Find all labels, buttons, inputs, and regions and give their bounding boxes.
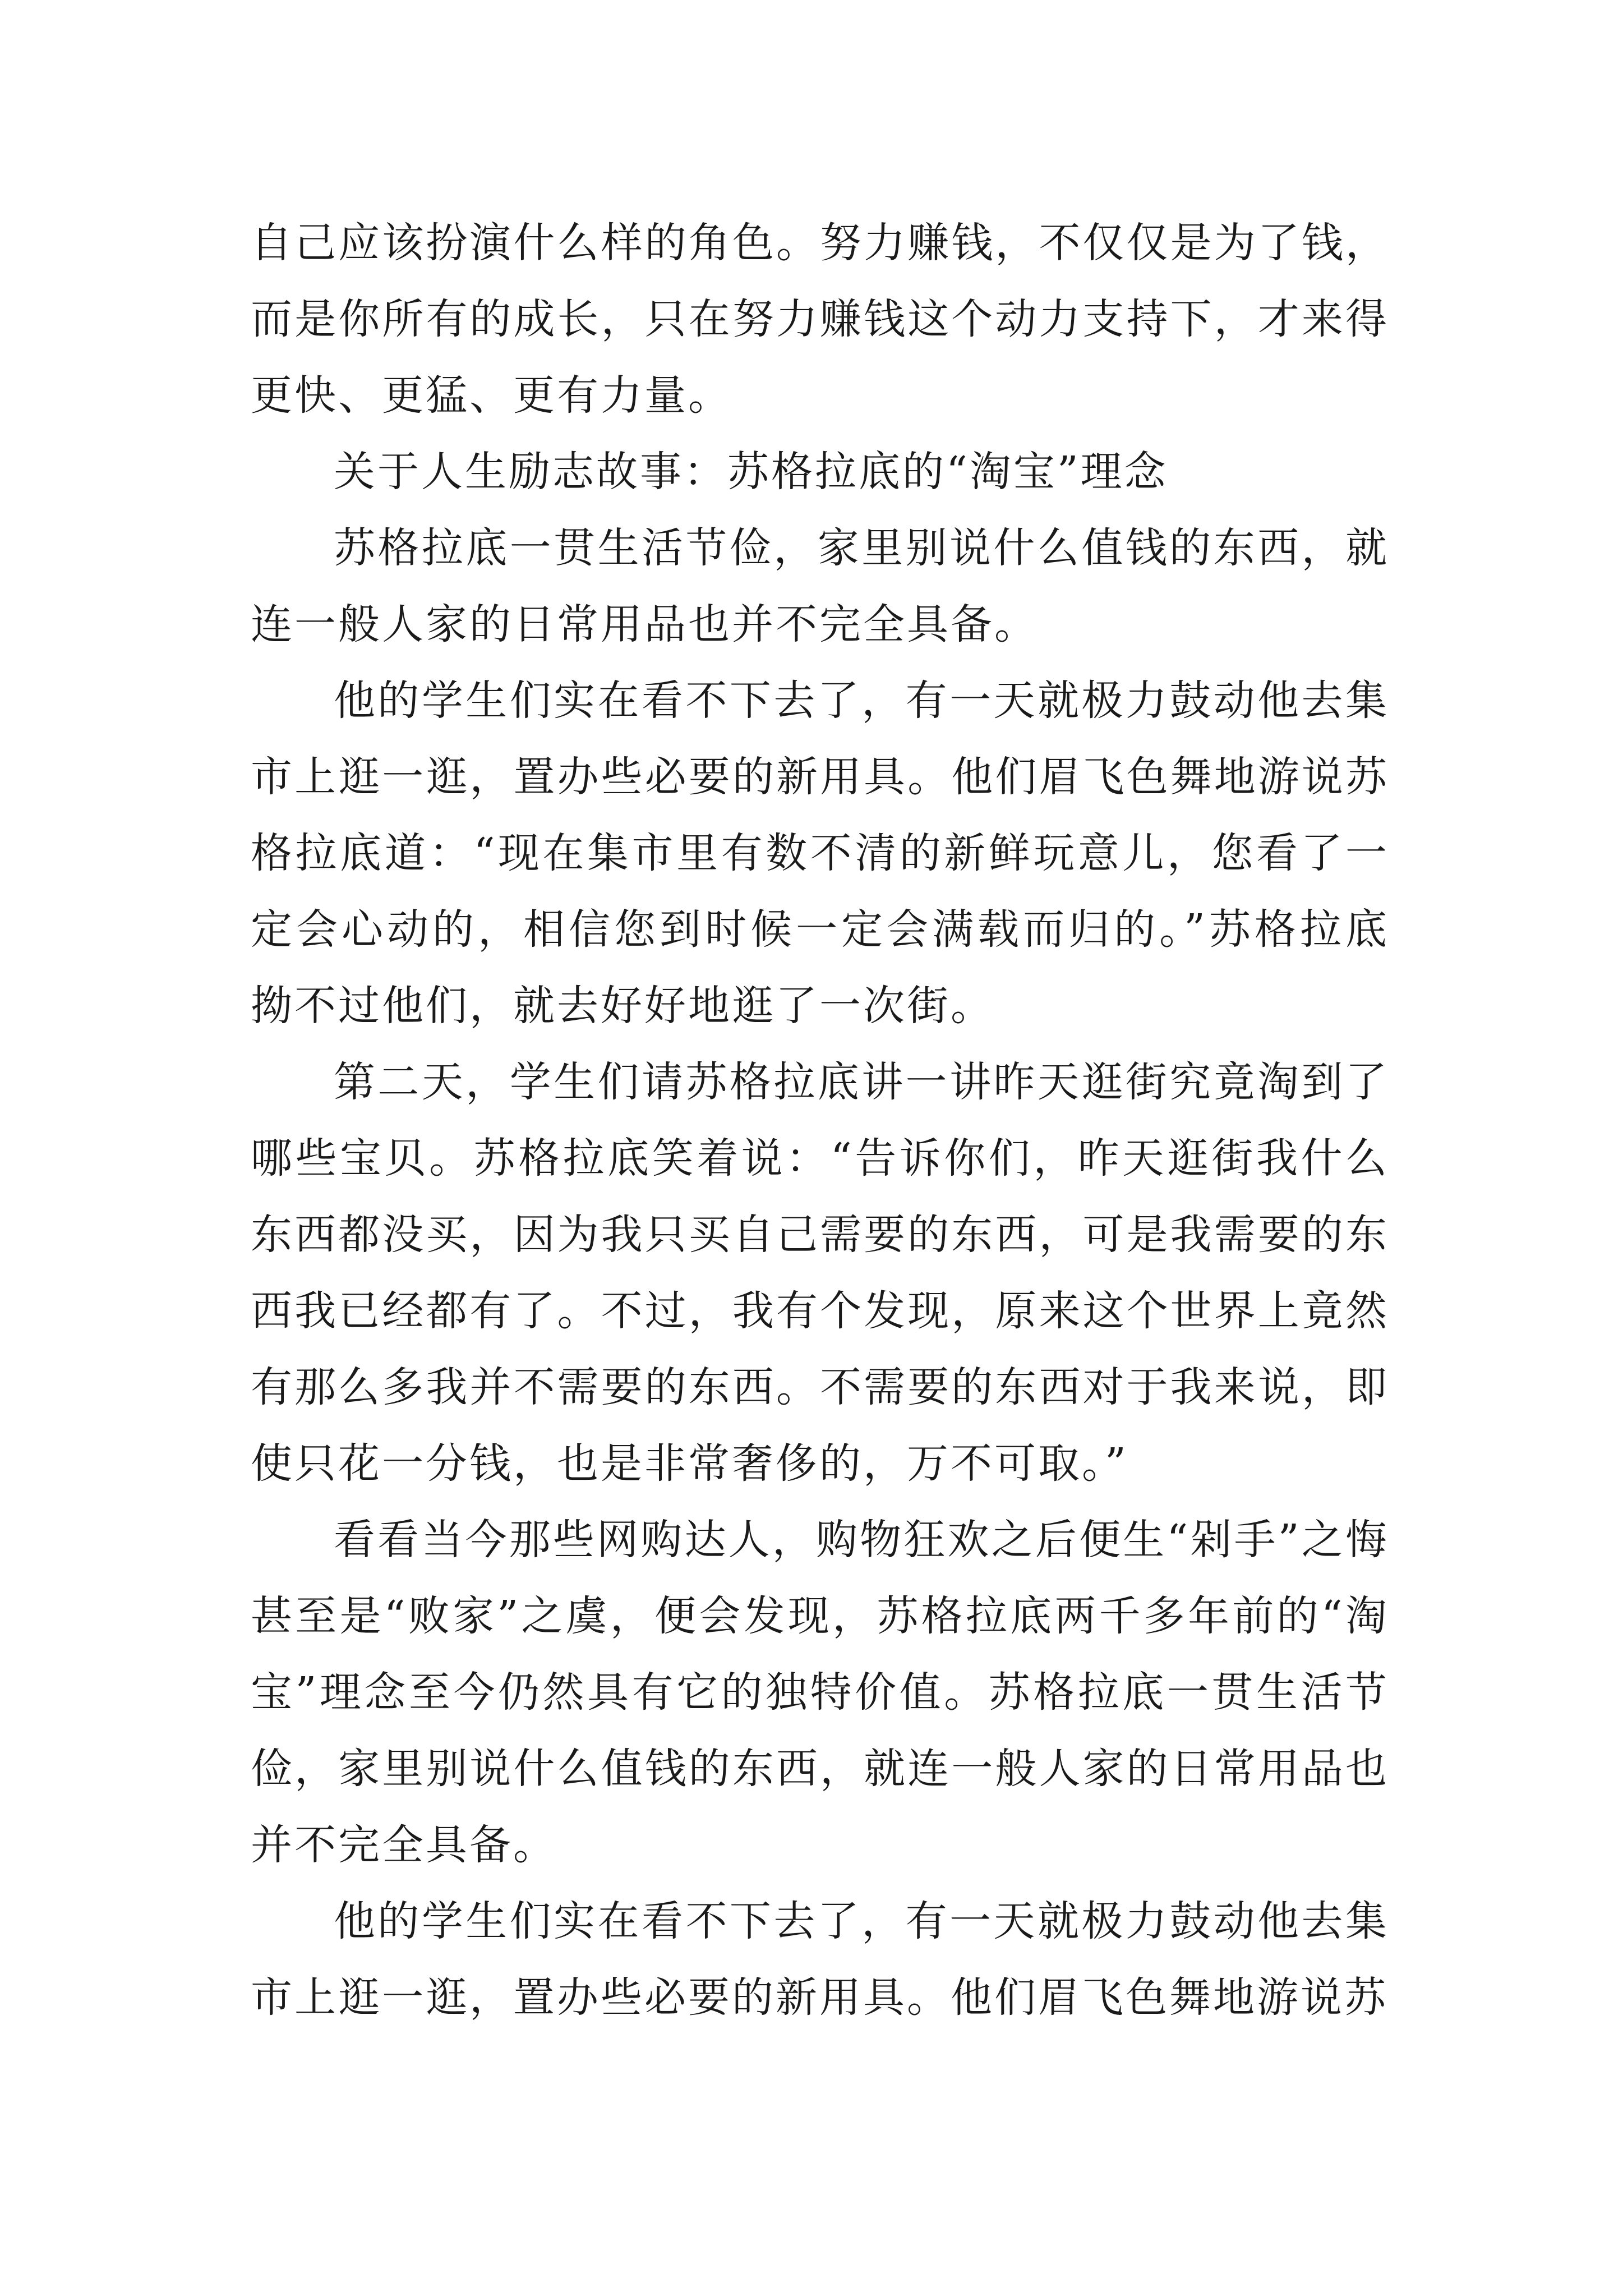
- section-heading: 关于人生励志故事：苏格拉底的“淘宝”理念: [334, 448, 1168, 496]
- paragraph-truncated: 他的学生们实在看不下去了，有一天就极力鼓动他去集市上逛一逛，置办些必要的新用具。他们眉飞色舞地游说苏: [251, 1897, 1389, 2022]
- paragraph: 看看当今那些网购达人，购物狂欢之后便生“剁手”之悔甚至是“败家”之虞，便会发现，苏格拉底两千多年前的“淘宝”理念至今仍然具有它的独特价值。苏格拉底一贯生活节俭，家里别说什么值钱的东西，就连一般人家的日常用品也并不完全具备。: [251, 1516, 1389, 1869]
- paragraph: 苏格拉底一贯生活节俭，家里别说什么值钱的东西，就连一般人家的日常用品也并不完全具备。: [251, 524, 1389, 648]
- paragraph: 第二天，学生们请苏格拉底讲一讲昨天逛街究竟淘到了哪些宝贝。苏格拉底笑着说：“告诉你们，昨天逛街我什么东西都没买，因为我只买自己需要的东西，可是我需要的东西我已经都有了。不过，我有个发现，原来这个世界上竟然有那么多我并不需要的东西。不需要的东西对于我来说，即使只花一分钱，也是非常奢侈的，万不可取。”: [251, 1058, 1389, 1488]
- body-text: [251, 205, 1389, 2036]
- paragraph: 他的学生们实在看不下去了，有一天就极力鼓动他去集市上逛一逛，置办些必要的新用具。他们眉飞色舞地游说苏格拉底道：“现在集市里有数不清的新鲜玩意儿，您看了一定会心动的，相信您到时候一定会满载而归的。”苏格拉底拗不过他们，就去好好地逛了一次街。: [251, 677, 1389, 1030]
- paragraph-continuation: 自己应该扮演什么样的角色。努力赚钱，不仅仅是为了钱，而是你所有的成长，只在努力赚钱这个动力支持下，才来得更快、更猛、更有力量。: [251, 219, 1389, 420]
